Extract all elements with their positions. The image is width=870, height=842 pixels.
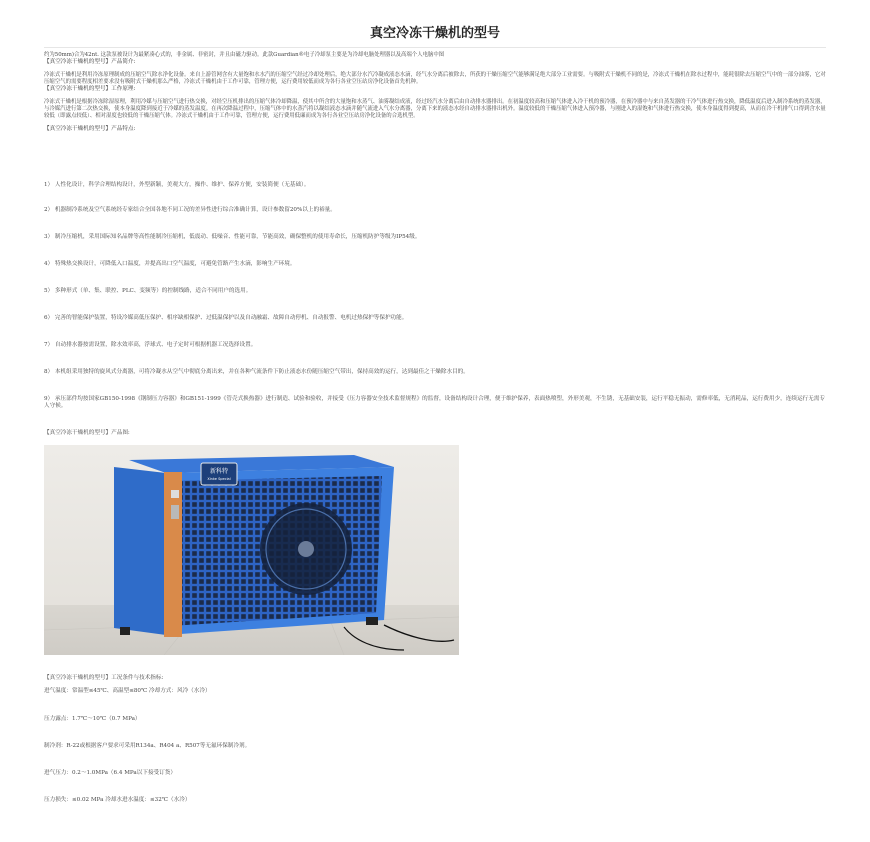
spec-item: 压力损失：≤0.02 MPa 冷却水进水温度：≤32℃（水冷） [44,797,191,803]
spec-item: 压力露点：1.7℃～10℃（0.7 MPa） [44,716,141,722]
feature-item: 4） 特殊热交换设计，可降低入口温度，并提高出口空气温度，可避免管路产生水滴，影响生产环境。 [44,261,296,267]
overview-text: 冷冻式干燥机是利用冷冻原理制成的压缩空气除水净化设备。来自上游管网含有大量饱和水水汽的压缩空气经过冷却处理后，绝大部分水汽冷凝成液态水滴，经气水分离后被除去，所获的干燥压缩空气能够满足绝大部分工业需要。与吸附式干燥机不同的是，冷冻式干燥机在除水过程中，能耗很除去压缩空气中的一部分油雾，它对压缩空气的需要程度相差要求没有吸附式干燥机那么严格，冷冻式干燥机由于工作可靠，管理方便，运行费用较低而成为各行各业空压站房净化设备首先机种。 [44,72,826,85]
dryer-machine-image [44,445,459,655]
photo-heading: 【真空冷冻干燥机的型号】产品图: [44,430,130,436]
intro-line: 约为50mm)合为42nt. 这款泵被设计为最紧凑心式的，非金属、非密封，并且由磁力驱动。此款Guardian®电子冷却泵主要是为冷却电脑处理器以及高端个人电脑中图 [44,52,445,58]
overview-heading: 【真空冷冻干燥机的型号】产品简介: [44,59,136,65]
machine-badge: 新科特 [209,468,229,475]
specs-heading: 【真空冷冻干燥机的型号】工况条件与技术指标: [44,675,164,681]
feature-item: 7） 自动排水器按需设置，除水效率高，浮球式、电子定时可根据机器工况选择设置。 [44,342,257,348]
title-divider [44,47,826,48]
feature-item: 5） 多种形式（单、集、联控、PLC、变频等）的控制线路，适合不同用户的选用。 [44,288,252,294]
feature-item: 6） 完善的智能保护装置，特设冷媒高低压保护、相序缺相保护、过低温保护以及自动融霜、故障自动停机、自动报警、电机过热保护等保护功能。 [44,315,408,321]
spec-item: 进气压力：0.2～1.0MPa（6.4 MPa以下接受订货） [44,770,176,776]
article-body [44,52,826,133]
product-photo [44,445,459,655]
page-title: 真空冷冻干燥机的型号 [369,26,500,41]
principle-heading: 【真空冷冻干燥机的型号】工作原理: [44,86,136,92]
principle-text: 冷冻式干燥机是根据冷冻除湿原理，利用冷媒与压缩空气进行热交换，对经空压机排出的压缩气体冷却降温，使其中所含的大量饱和水蒸气、油雾凝结成液，经过经汽水分离后由自动排水器排出。在初温度较高和压缩气体进入冷干机的预冷器，在预冷器中与来自蒸发器的干冷气体进行热交换，降低温度后进入制冷系统的蒸发器，与冷媒汽进行第二次热交换，使本身温度降到接近于冷媒的蒸发温度。在再次降温过程中，压缩气体中的水蒸汽将以凝结液态水滴并随气流进入气水分离器，分离下来的液态水经自动排水器排出机外。温度较低的干燥压缩气体进入预冷器，与刚进入的湿饱和气体进行热交换，使本身温度得到提高，从而在冷干机排气口得到含水量较低（即露点较低）、相对湿度也较低的干燥压缩气体。冷冻式干燥机由于工作可靠，管理方便，运行费用低廉而成为各行各业空压站房净化设备的合选机型。 [44,99,826,119]
feature-item: 8） 本机组采用独特的旋风式分离器，可将冷凝水从空气中彻底分离出来，并在各种气流条件下防止液态水份随压缩空气带出，保持高效的运行，达到最佳之干燥除水目的。 [44,369,469,375]
spec-item: 制冷剂：R-22或根据客户要求可采用R134a、R404 a、R507等无氟环保制冷剂。 [44,743,251,749]
spec-item: 进气温度：常温型≤45℃、高温型≤80℃ 冷却方式：风冷（水冷） [44,688,211,694]
machine-badge-sub: Xinke Special [207,477,231,481]
feature-item: 3） 制冷压缩机，采用国际知名品牌等高性能制冷压缩机，低震动、低噪音、性能可靠，节能高效，确保整机的使用寿命长，压缩机防护等级为IP54级。 [44,234,421,240]
feature-item: 2） 机器制冷系统及空气系统经专家结合全国各地不同工况的差异性进行综合准确计算，设计参数留20%以上的裕量。 [44,207,336,213]
features-heading: 【真空冷冻干燥机的型号】产品特点: [44,126,136,132]
feature-item: 1） 人性化设计，科学合理结构设计，外型新颖，美观大方，操作、维护、保养方便，安装简便（无基础）。 [44,182,310,188]
feature-item: 9） 承压部件均按国家GB150-1998《钢制压力容器》和GB151-1999《管壳式换热器》进行制造、试验和验收，并接受《压力容器安全技术监督规程》的监督，设备结构设计合理，便于维护保养，表面热喷塑，外形美观，不生锈，无基础安装，运行平稳无振动，需修率低，无消耗品，运行费用少，连续运行无需专人守候。 [44,396,825,409]
